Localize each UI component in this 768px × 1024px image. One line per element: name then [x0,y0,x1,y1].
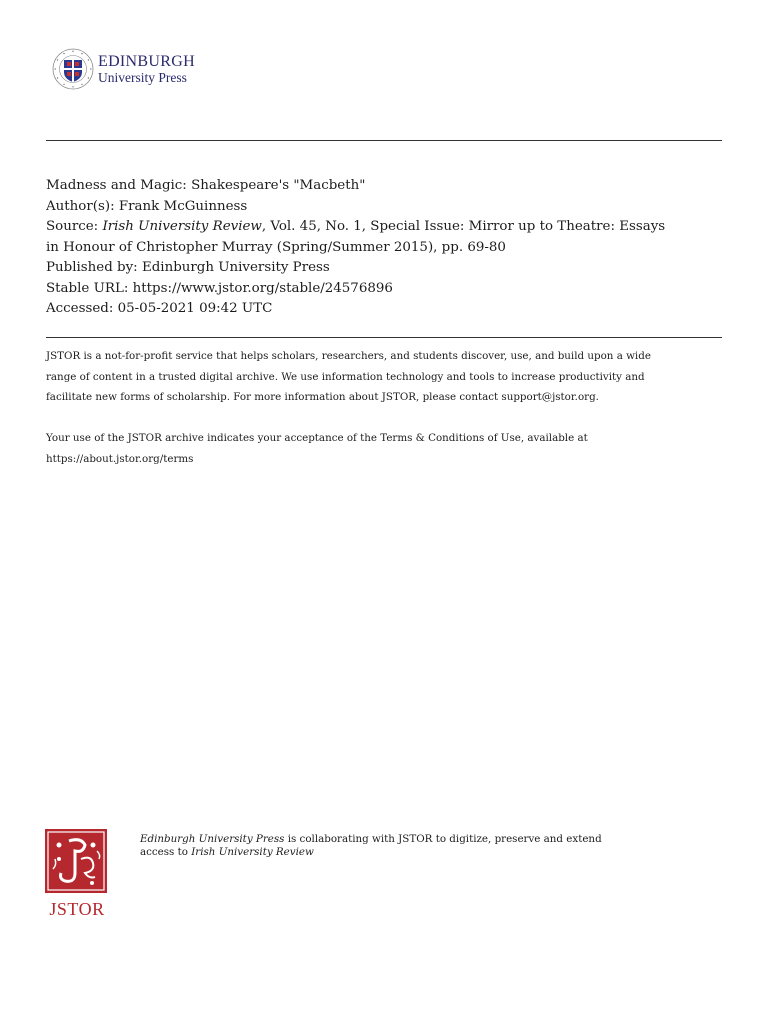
top-divider [46,140,722,141]
middle-divider [46,337,722,338]
university-seal-icon [52,48,94,90]
notice-line-1: JSTOR is a not-for-profit service that helps scholars, researchers, and students discover, use, and build upon a wide [46,350,651,362]
stable-url-label: Stable URL: [46,280,133,296]
published-by: Edinburgh University Press [141,260,330,275]
notice-line-3: facilitate new forms of scholarship. For more information about JSTOR, please contact support@jstor.org. [46,391,599,403]
source-line [46,217,722,238]
jstor-notice [46,346,722,490]
publisher-name-line1: EDINBURGH [98,53,195,70]
author-name: Frank McGuinness [118,198,248,214]
terms-link[interactable]: https://about.jstor.org/terms [46,452,194,465]
citation-block [46,176,722,320]
collab-line-2 [140,846,680,859]
notice-line-2: range of content in a trusted digital archive. We use information technology and tools to increase productivity and [46,370,645,383]
author-label: Author(s): [46,198,119,214]
jstor-emblem-icon [45,829,107,893]
accessed-line [46,299,722,320]
collaboration-statement [140,833,680,859]
journal-name: Irish University Review [102,219,262,234]
jstor-wordmark: JSTOR [49,899,105,919]
collab-text: is collaborating with JSTOR to digitize, preserve and extend [284,833,602,845]
jstor-description [46,346,722,408]
accessed-date: 05-05-2021 09:42 UTC [117,301,273,316]
article-title: Madness and Magic: Shakespeare's "Macbeth" [46,178,366,193]
source-line-2: in Honour of Christopher Murray (Spring/Summer 2015), pp. 69-80 [46,239,506,255]
stable-url-line [46,279,722,300]
publisher-logo [52,48,212,96]
author-line [46,197,722,218]
access-prefix: access to [140,846,192,858]
jstor-logo [45,829,109,921]
publisher-name [98,54,195,86]
terms-notice [46,428,722,469]
collab-publisher: Edinburgh University Press [140,833,285,845]
accessed-label: Accessed: [46,301,118,316]
stable-url-link[interactable]: https://www.jstor.org/stable/24576896 [132,280,393,296]
publisher-line [46,258,722,279]
source-details: , Vol. 45, No. 1, Special Issue: Mirror up to Theatre: Essays [261,219,666,234]
terms-line-1: Your use of the JSTOR archive indicates your acceptance of the Terms & Conditions of Use, available at [46,432,588,444]
published-label: Published by: [46,260,142,275]
publisher-name-line2: University Press [98,70,187,85]
source-label: Source: [46,219,103,234]
collab-journal: Irish University Review [191,846,314,858]
collab-line-1 [140,833,680,846]
